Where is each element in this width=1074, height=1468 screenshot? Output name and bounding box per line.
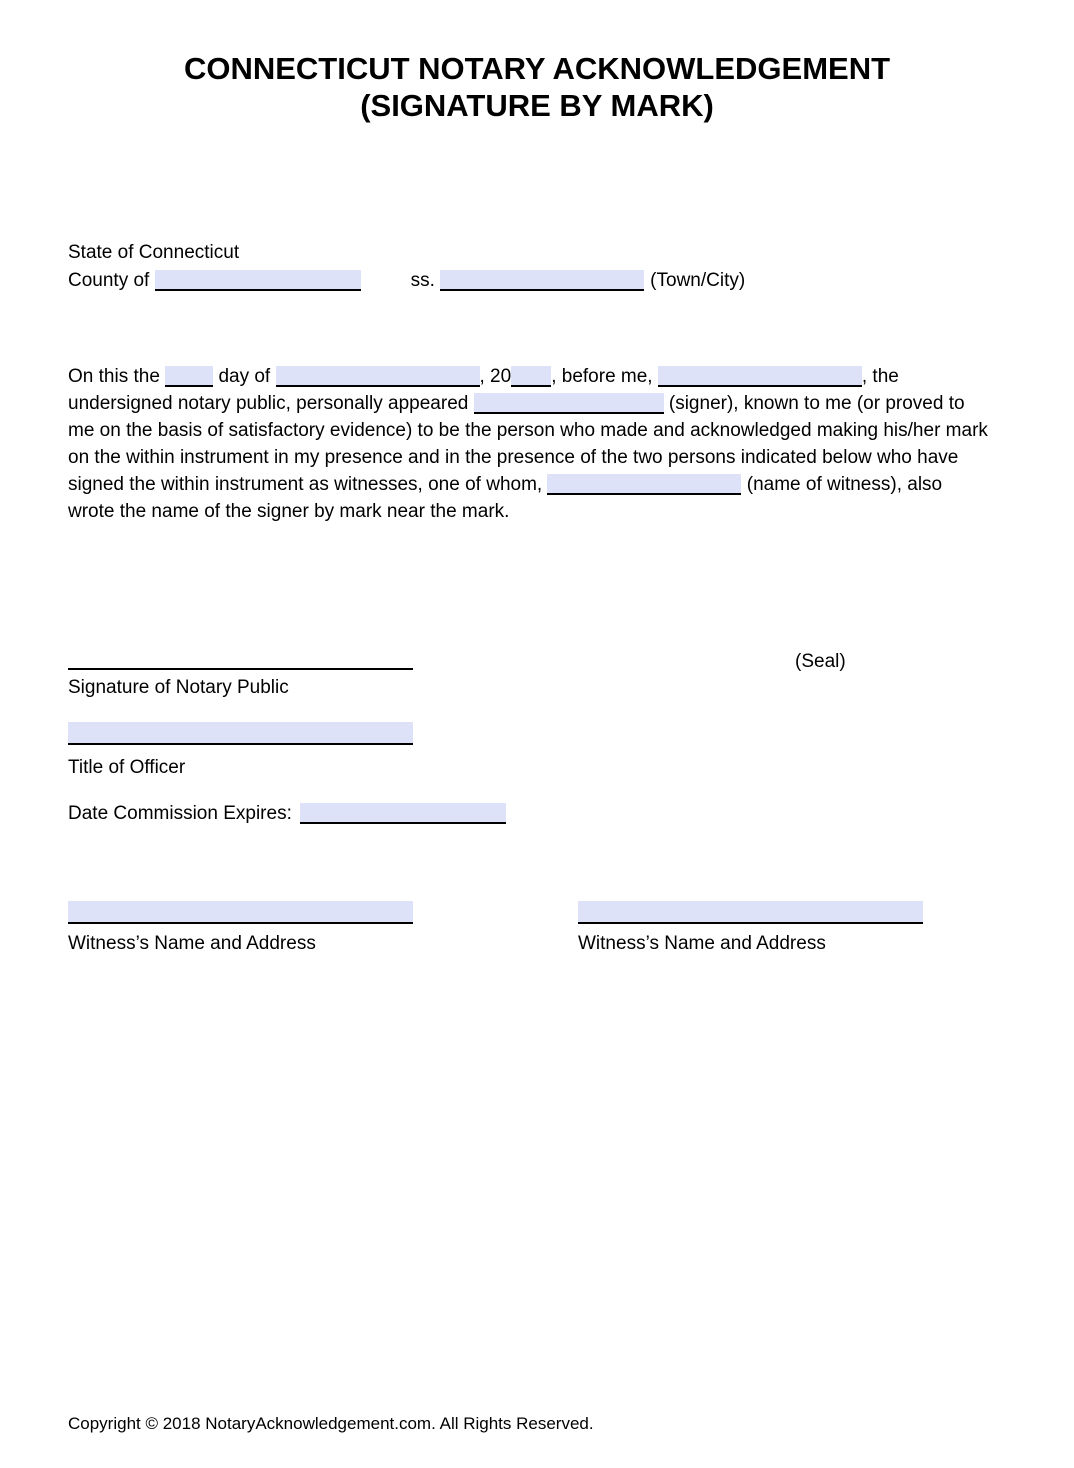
witness2-label: Witness’s Name and Address — [578, 933, 826, 954]
venue-section — [68, 239, 1008, 294]
witness1-label: Witness’s Name and Address — [68, 933, 316, 954]
witness-section — [68, 901, 923, 957]
county-label: County of — [68, 270, 155, 291]
paragraph-text: , the undersigned notary public, personally appeared — [68, 366, 899, 414]
witness2-column — [578, 901, 923, 957]
witness2-name-address-input[interactable] — [578, 901, 923, 924]
paragraph-text: (signer), known to me (or proved to me on the basis of satisfactory evidence) to be the person who made and acknowledged making his/her mark on the within instrument in my presence and in the presence of the two persons indicated below who have signed the within instrument as witnesses, one of whom, — [68, 393, 988, 495]
page-title-line2: (SIGNATURE BY MARK) — [360, 88, 714, 123]
month-input[interactable] — [276, 366, 480, 387]
witness1-column — [68, 901, 413, 957]
acknowledgement-paragraph — [68, 363, 993, 525]
paragraph-text: On this the — [68, 366, 166, 387]
paragraph-text: day of — [213, 366, 276, 387]
county-line — [68, 267, 1008, 294]
page-title-line1: CONNECTICUT NOTARY ACKNOWLEDGEMENT — [183, 51, 891, 86]
town-city-label: (Town/City) — [650, 270, 746, 291]
title-of-officer-section — [68, 722, 413, 781]
seal-label: (Seal) — [795, 651, 846, 672]
paragraph-text: , 20 — [479, 366, 512, 387]
notary-signature-label: Signature of Notary Public — [68, 677, 289, 698]
commission-expiration-section — [68, 800, 506, 827]
day-input[interactable] — [165, 366, 213, 387]
paragraph-text: (name of witness), also wrote the name of the signer by mark near the mark. — [68, 474, 943, 522]
town-city-input[interactable] — [440, 270, 644, 291]
notary-name-input[interactable] — [658, 366, 862, 387]
commission-expires-label: Date Commission Expires: — [68, 803, 292, 824]
witness1-name-address-input[interactable] — [68, 901, 413, 924]
copyright-notice: Copyright © 2018 NotaryAcknowledgement.com. All Rights Reserved. — [68, 1414, 594, 1433]
ss-label: ss. — [410, 270, 441, 291]
county-input[interactable] — [155, 270, 361, 291]
notary-signature-line[interactable] — [68, 668, 413, 670]
state-line: State of Connecticut — [68, 242, 240, 263]
title-of-officer-input[interactable] — [68, 722, 413, 745]
commission-expiration-input[interactable] — [300, 803, 506, 824]
paragraph-text: , before me, — [551, 366, 658, 387]
page-title — [0, 50, 1074, 124]
title-of-officer-label: Title of Officer — [68, 757, 186, 778]
signer-name-input[interactable] — [474, 393, 664, 414]
witness-name-input[interactable] — [547, 474, 741, 495]
year-input[interactable] — [511, 366, 551, 387]
notary-signature-section — [68, 668, 413, 701]
